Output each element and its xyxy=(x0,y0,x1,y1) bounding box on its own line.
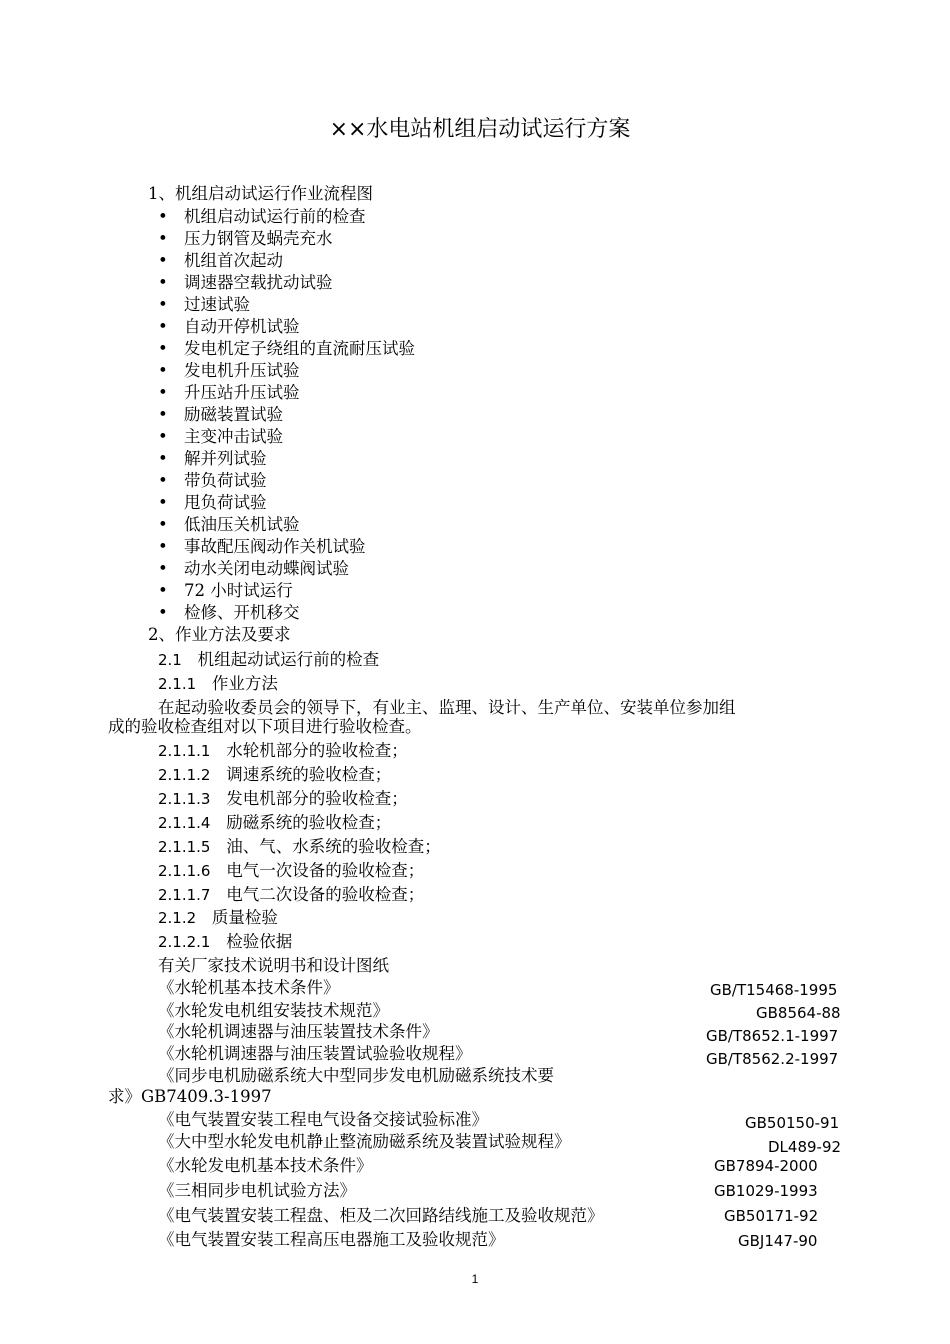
list-item: 低油压关机试验 xyxy=(184,515,300,534)
standard-name: 《大中型水轮发电机静止整流励磁系统及装置试验规程》 xyxy=(158,1132,571,1151)
list-item: 过速试验 xyxy=(184,295,250,314)
standard-name: 《水轮机基本技术条件》 xyxy=(158,978,340,997)
standard-code: GB7894-2000 xyxy=(714,1157,818,1175)
check-item xyxy=(158,885,424,905)
standard-name-wrapped-tail: 求》GB7409.3-1997 xyxy=(108,1087,272,1106)
check-text: 电气一次设备的验收检查； xyxy=(226,861,425,880)
check-item xyxy=(158,837,441,857)
basis-text: 有关厂家技术说明书和设计图纸 xyxy=(158,956,389,975)
check-text: 水轮机部分的验收检查； xyxy=(226,741,408,760)
standard-name: 《电气装置安装工程盘、柜及二次回路结线施工及验收规范》 xyxy=(158,1206,604,1225)
list-item: 发电机升压试验 xyxy=(184,361,300,380)
paragraph-line-1: 在起动验收委员会的领导下，有业主、监理、设计、生产单位、安装单位参加组 xyxy=(158,698,736,717)
check-text: 油、气、水系统的验收检查； xyxy=(226,837,441,856)
section-text: 质量检验 xyxy=(211,908,278,927)
bullet-dot: • xyxy=(158,515,168,534)
bullet-dot: • xyxy=(158,339,168,358)
standard-code: GB/T15468-1995 xyxy=(710,981,838,999)
heading-2-1-2-1 xyxy=(158,932,292,952)
heading-2-1-2 xyxy=(158,908,278,928)
standard-name: 《水轮机调速器与油压装置试验验收规程》 xyxy=(158,1044,472,1063)
check-number: 2.1.1.2 xyxy=(158,766,211,784)
page-number: 1 xyxy=(471,1272,479,1286)
standard-name: 《水轮机调速器与油压装置技术条件》 xyxy=(158,1022,439,1041)
list-item: 72 小时试运行 xyxy=(184,581,293,600)
list-item: 励磁装置试验 xyxy=(184,405,283,424)
standard-code: DL489-92 xyxy=(768,1138,842,1156)
list-item: 升压站升压试验 xyxy=(184,383,300,402)
bullet-dot: • xyxy=(158,537,168,556)
check-number: 2.1.1.6 xyxy=(158,862,211,880)
section-number: 2.1.1 xyxy=(158,675,197,693)
check-item xyxy=(158,789,408,809)
check-number: 2.1.1.3 xyxy=(158,790,211,808)
check-text: 电气二次设备的验收检查； xyxy=(226,885,425,904)
standard-code: GBJ147-90 xyxy=(738,1232,818,1250)
section-text: 机组起动试运行前的检查 xyxy=(197,650,380,669)
standard-code: GB50171-92 xyxy=(724,1207,819,1225)
bullet-dot: • xyxy=(158,603,168,622)
list-item: 机组首次起动 xyxy=(184,251,283,270)
standard-name: 《电气装置安装工程电气设备交接试验标准》 xyxy=(158,1110,488,1129)
document-title: ××水电站机组启动试运行方案 xyxy=(329,117,631,142)
paragraph-line-2: 成的验收检查组对以下项目进行验收检查。 xyxy=(108,717,422,736)
list-item: 自动开停机试验 xyxy=(184,317,300,336)
section-number: 2.1.2.1 xyxy=(158,933,211,951)
list-item: 事故配压阀动作关机试验 xyxy=(184,537,366,556)
section-2-heading: 2、作业方法及要求 xyxy=(148,625,291,644)
check-number: 2.1.1.5 xyxy=(158,838,211,856)
list-item: 调速器空载扰动试验 xyxy=(184,273,333,292)
check-item xyxy=(158,813,391,833)
standard-code: GB8564-88 xyxy=(756,1004,841,1022)
list-item: 带负荷试验 xyxy=(184,471,267,490)
standard-name: 《三相同步电机试验方法》 xyxy=(158,1181,356,1200)
bullet-dot: • xyxy=(158,273,168,292)
bullet-dot: • xyxy=(158,471,168,490)
standard-code: GB1029-1993 xyxy=(714,1182,818,1200)
bullet-dot: • xyxy=(158,581,168,600)
heading-2-1-1 xyxy=(158,674,278,694)
bullet-dot: • xyxy=(158,229,168,248)
bullet-dot: • xyxy=(158,405,168,424)
standard-name: 《水轮发电机组安装技术规范》 xyxy=(158,1001,389,1020)
bullet-dot: • xyxy=(158,317,168,336)
list-item: 解并列试验 xyxy=(184,449,267,468)
section-text: 检验依据 xyxy=(226,932,293,951)
check-item xyxy=(158,765,391,785)
check-number: 2.1.1.1 xyxy=(158,742,211,760)
heading-2-1 xyxy=(158,650,379,670)
list-item: 发电机定子绕组的直流耐压试验 xyxy=(184,339,415,358)
standard-name: 《水轮发电机基本技术条件》 xyxy=(158,1156,373,1175)
check-text: 发电机部分的验收检查； xyxy=(226,789,408,808)
standard-code: GB/T8652.1-1997 xyxy=(706,1027,839,1045)
standard-name: 《电气装置安装工程高压电器施工及验收规范》 xyxy=(158,1230,505,1249)
bullet-dot: • xyxy=(158,251,168,270)
section-1-heading: 1、机组启动试运行作业流程图 xyxy=(148,184,373,203)
list-item: 动水关闭电动蝶阀试验 xyxy=(184,559,349,578)
bullet-dot: • xyxy=(158,295,168,314)
bullet-dot: • xyxy=(158,449,168,468)
bullet-dot: • xyxy=(158,383,168,402)
list-item: 甩负荷试验 xyxy=(184,493,267,512)
check-number: 2.1.1.7 xyxy=(158,886,211,904)
bullet-dot: • xyxy=(158,493,168,512)
section-number: 2.1 xyxy=(158,651,182,669)
bullet-dot: • xyxy=(158,427,168,446)
standard-code: GB/T8562.2-1997 xyxy=(706,1050,839,1068)
list-item: 压力钢管及蜗壳充水 xyxy=(184,229,333,248)
check-number: 2.1.1.4 xyxy=(158,814,211,832)
section-number: 2.1.2 xyxy=(158,909,197,927)
check-text: 调速系统的验收检查； xyxy=(226,765,392,784)
check-item xyxy=(158,861,424,881)
bullet-dot: • xyxy=(158,559,168,578)
standard-code: GB50150-91 xyxy=(745,1114,840,1132)
list-item: 机组启动试运行前的检查 xyxy=(184,207,366,226)
standard-name-wrapped: 《同步电机励磁系统大中型同步发电机励磁系统技术要 xyxy=(158,1066,554,1085)
list-item: 检修、开机移交 xyxy=(184,603,300,622)
bullet-dot: • xyxy=(158,361,168,380)
bullet-dot: • xyxy=(158,207,168,226)
check-item xyxy=(158,741,408,761)
section-text: 作业方法 xyxy=(211,674,278,693)
check-text: 励磁系统的验收检查； xyxy=(226,813,392,832)
list-item: 主变冲击试验 xyxy=(184,427,283,446)
